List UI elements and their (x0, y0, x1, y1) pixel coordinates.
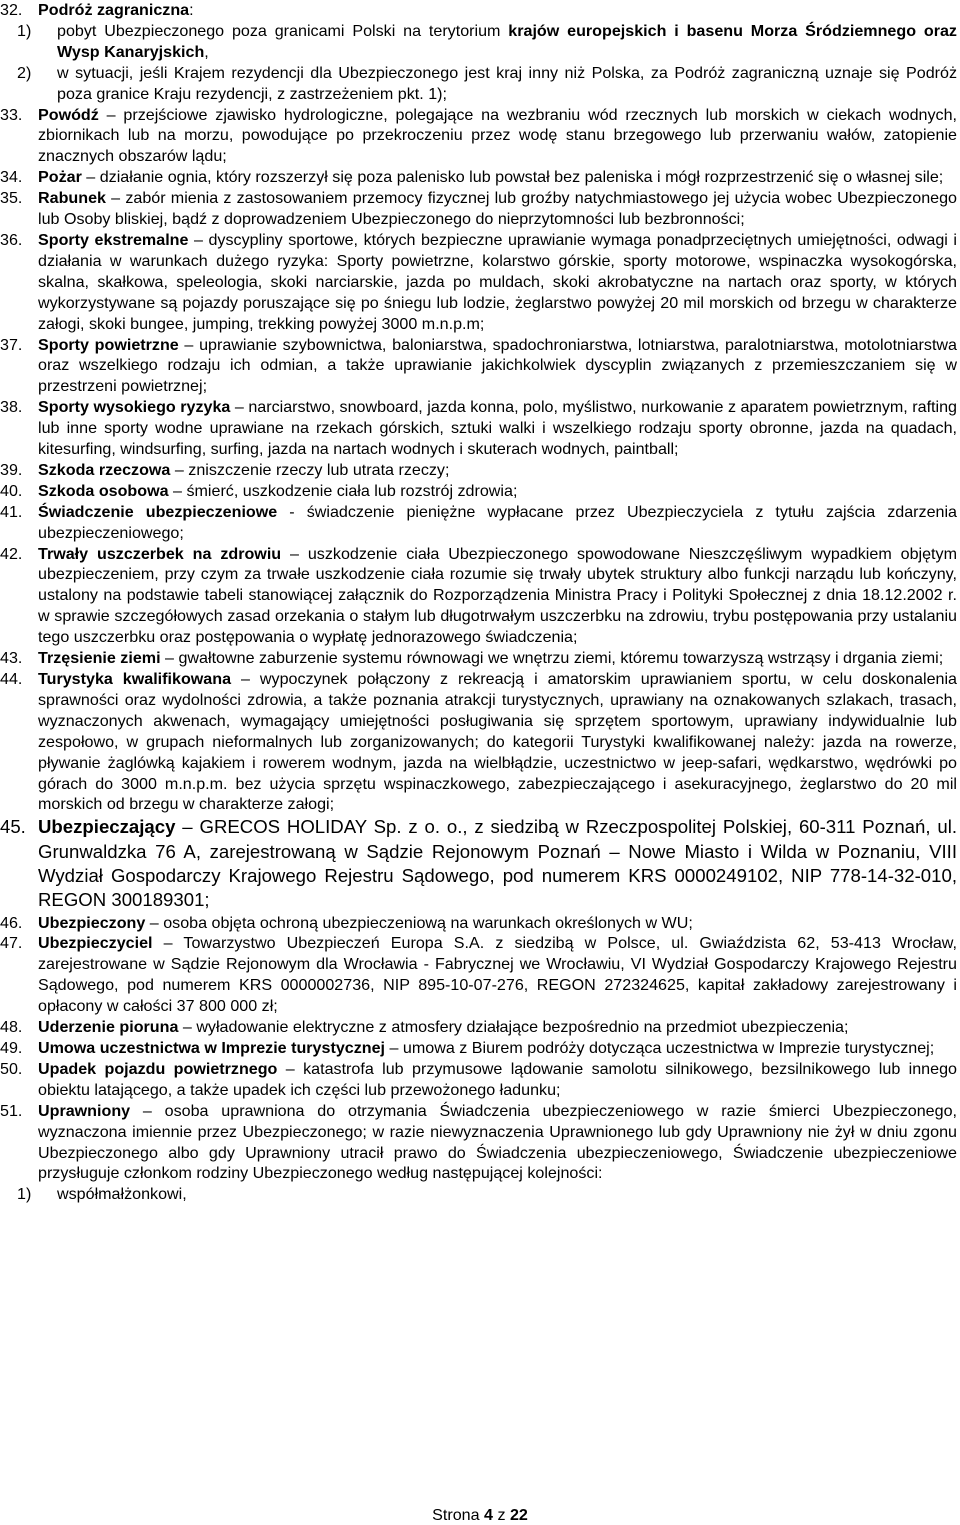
item-number: 50. (0, 1059, 23, 1078)
item-number: 37. (0, 335, 23, 354)
item-body (38, 105, 957, 168)
item-body (38, 167, 957, 188)
page-footer (0, 1505, 960, 1525)
item-number: 34. (0, 168, 23, 187)
definition-item (0, 1017, 957, 1038)
item-body (38, 669, 957, 815)
footer-page-number: 4 (484, 1506, 493, 1524)
footer-prefix: Strona (432, 1506, 485, 1524)
item-body (38, 1059, 957, 1101)
definition-item (0, 1038, 957, 1059)
sub-item (0, 63, 957, 105)
term-separator: – (81, 168, 100, 187)
definition-item (0, 933, 957, 1017)
definition-text: gwałtowne zaburzenie systemu równowagi we wnętrzu ziemi, któremu towarzyszą wstrząsy i drgania ziemi; (178, 649, 944, 668)
item-body (38, 335, 957, 398)
term-separator: – (385, 1038, 403, 1057)
defined-term: Uprawniony (38, 1101, 131, 1120)
definition-text: uprawianie szybownictwa, baloniarstwa, spadochroniarstwa, lotniarstwa, paralotniarstwa, motolotniarstwa oraz wszelkiego rodzaju ich odmian, a także uprawianie jakichkolwiek dyscyplin związanych z przemieszczaniem się w przestrzeni powietrznej; (38, 335, 957, 396)
sub-item-text: współmałżonkowi, (57, 1185, 187, 1204)
item-body (38, 815, 957, 912)
defined-term: Upadek pojazdu powietrznego (38, 1059, 278, 1078)
term-separator: – (145, 913, 164, 932)
definition-item (0, 0, 957, 105)
definition-item (0, 502, 957, 544)
term-separator: – (175, 816, 200, 838)
definition-text: osoba uprawniona do otrzymania Świadczenia ubezpieczeniowego w razie śmierci Ubezpieczonego, wyznaczona imiennie przez Ubezpieczonego; w razie niewyznaczenia Uprawnionego lub gdy Uprawniony nie żył w dniu zgonu Ubezpieczonego albo gdy Uprawniony utracił prawo do Świadczenia ubezpieczeniowego, Świadczenie ubezpieczeniowe przysługuje członkom rodziny Ubezpieczonego według następującej kolejności: (38, 1101, 958, 1183)
term-separator: – (178, 335, 200, 354)
term-separator: – (281, 544, 308, 563)
term-separator: – (98, 105, 124, 124)
definition-text: uszkodzenie ciała Ubezpieczonego spowodowane Nieszczęśliwym wypadkiem objętym ubezpieczeniem, przy czym za trwałe uszkodzenie ciała rozumie się trwały ubytek struktury albo funkcji narządu lub kończyny, ustalony na podstawie tabeli stanowiącej załącznik do Rozporządzenia Ministra Pracy i Polityki Społecznej z dnia 18.12.2002 r. w sprawie szczegółowych zasad orzekania o stałym lub długotrwałym uszczerbku na zdrowiu, trybu postępowania przy ustalaniu tego uszczerbku oraz postępowania o wypłatę jednorazowego świadczenia; (38, 544, 957, 647)
defined-term: Trwały uszczerbek na zdrowiu (38, 544, 282, 563)
item-number: 38. (0, 398, 23, 417)
definition-text: umowa z Biurem podróży dotycząca uczestnictwa w Imprezie turystycznej; (402, 1038, 935, 1057)
definition-item (0, 460, 957, 481)
sub-item (0, 1184, 957, 1205)
item-body (38, 1101, 957, 1185)
definition-text: świadczenie pieniężne wypłacane przez Ubezpieczyciela z tytułu zajścia zdarzenia ubezpieczeniowego; (38, 502, 957, 542)
item-number: 44. (0, 670, 23, 688)
term-separator: - (277, 502, 307, 521)
item-body (38, 1017, 957, 1038)
item-body (38, 460, 957, 481)
sub-item-number: 1) (17, 1185, 32, 1204)
item-number: 32. (0, 1, 23, 19)
definition-text: działanie ognia, który rozszerzył się poza palenisko lub powstał bez paleniska i mógł rozprzestrzenić się o własnej sile; (99, 168, 944, 187)
definition-item (0, 481, 957, 502)
item-body (38, 544, 957, 649)
definition-text: osoba objęta ochroną ubezpieczeniową na warunkach określonych w WU; (163, 913, 693, 932)
sub-item-text: pobyt Ubezpieczonego poza granicami Polski na terytorium (57, 21, 509, 40)
item-body (38, 188, 957, 230)
sub-item-number: 2) (17, 63, 32, 82)
definition-item (0, 397, 957, 460)
definition-text: dyscypliny sportowe, których bezpieczne uprawianie wymaga ponadprzeciętnych umiejętności, odwagi i działania w warunkach dużego ryzyka: Sporty powietrzne, kolarstwo górskie, sporty motorowe, wspinaczka wysokogórska, skalna, skałkowa, speleologia, skoki narciarskie, jazda po muldach, skoki akrobatyczne na nartach oraz sporty, w których wykorzystywane są pojazdy poruszające się po śniegu lub lodzie, żeglarstwo powyżej 20 mil morskich od brzegu w charakterze załogi, skoki bungee, jumping, trekking powyżej 3000 m.n.p.m; (38, 230, 957, 333)
defined-term: Szkoda rzeczowa (38, 460, 171, 479)
definition-item (0, 335, 957, 398)
definition-text: wypoczynek połączony z rekreacją i amatorskim uprawianiem sportu, w celu doskonalenia sprawności oraz wydolności zdrowia, a także poznania atrakcji turystycznych, uprawiany na oznakowanych szlakach, trasach, wyznaczonych akwenach, wymagający umiejętności posługiwania się sprzętem sportowym, uprawiany indywidualnie lub zespołowo, w grupach nieformalnych lub zorganizowanych; do kategorii Turystyki kwalifikowanej należy: jazda na rowerze, pływanie żaglówką kajakiem i rowerem wodnym, jazda na wielbłądzie, uczestnictwo w jeep-safari, wędkarstwo, wędrówki po górach do 3000 m.n.p.m. bez użycia sprzętu wspinaczkowego, zabezpieczającego i asekuracyjnego, żeglarstwo do 20 mil morskich od brzegu w charakterze załogi; (38, 670, 957, 814)
term-separator: – (277, 1059, 304, 1078)
definition-text: katastrofa lub przymusowe lądowanie samolotu silnikowego, bezsilnikowego lub innego obiektu latającego, a także upadek ich części lub przewożonego ładunku; (38, 1059, 957, 1099)
sub-item-text-end: , (204, 42, 209, 61)
item-body (38, 933, 957, 1017)
defined-term: Sporty ekstremalne (38, 230, 189, 249)
defined-term: Szkoda osobowa (38, 481, 169, 500)
term-separator: – (130, 1101, 165, 1120)
item-number: 43. (0, 649, 23, 668)
footer-total-pages: 22 (509, 1506, 528, 1524)
item-body (38, 0, 957, 21)
term-separator: – (160, 649, 179, 668)
term-separator: – (170, 460, 189, 479)
term-separator: – (178, 1018, 197, 1037)
item-number: 40. (0, 481, 23, 500)
definition-item (0, 105, 957, 168)
defined-term: Ubezpieczony (38, 913, 146, 932)
definition-text: zabór mienia z zastosowaniem przemocy fizycznej lub groźby natychmiastowego jej użycia wobec Ubezpieczonego lub Osoby bliskiej, bądź z doprowadzeniem Ubezpieczonego do nieprzytomności lub bezbronności; (38, 189, 957, 229)
item-body (38, 1038, 957, 1059)
item-number: 33. (0, 105, 23, 124)
item-body (38, 913, 957, 934)
defined-term: Pożar (38, 168, 82, 187)
item-number: 48. (0, 1018, 23, 1037)
definition-text: śmierć, uszkodzenie ciała lub rozstrój zdrowia; (186, 481, 518, 500)
definition-text: GRECOS HOLIDAY Sp. z o. o., z siedzibą w Rzeczpospolitej Polskiej, 60-311 Poznań, ul. Grunwaldzka 76 A, zarejestrowaną w Sądzie Rejonowym Poznań – Nowe Miasto i Wilda w Poznaniu, VIII Wydział Gospodarczy Krajowego Rejestru Sądowego, pod numerem KRS 0000249102, NIP 778-14-32-010, REGON 300189301; (38, 816, 957, 911)
defined-term: Uderzenie pioruna (38, 1018, 179, 1037)
item-number: 45. (0, 816, 26, 838)
sub-item-text: w sytuacji, jeśli Krajem rezydencji dla Ubezpieczonego jest kraj inny niż Polska, za Podróż zagraniczną uznaje się Podróż poza granice Kraju rezydencji, z zastrzeżeniem pkt. 1); (57, 63, 957, 103)
definition-item (0, 167, 957, 188)
defined-term: Sporty wysokiego ryzyka (38, 398, 231, 417)
item-body (38, 481, 957, 502)
definition-text: : (189, 1, 194, 19)
sub-item-number: 1) (17, 21, 32, 40)
definition-item (0, 188, 957, 230)
definition-item (0, 648, 957, 669)
definition-text: wyładowanie elektryczne z atmosfery działające bezpośrednio na przedmiot ubezpieczenia; (196, 1018, 849, 1037)
defined-term: Turystyka kwalifikowana (38, 670, 232, 688)
item-number: 49. (0, 1038, 23, 1057)
term-separator: – (230, 398, 249, 417)
defined-term: Rabunek (38, 189, 106, 208)
definition-item (0, 815, 957, 912)
item-number: 36. (0, 230, 23, 249)
item-number: 41. (0, 502, 23, 521)
term-separator: – (105, 189, 126, 208)
item-number: 42. (0, 544, 23, 563)
item-number: 35. (0, 189, 23, 208)
definition-item (0, 544, 957, 649)
sub-item (0, 21, 957, 63)
definition-text: Towarzystwo Ubezpieczeń Europa S.A. z siedzibą w Polsce, ul. Gwiaździsta 62, 53-413 Wrocław, zarejestrowane w Sądzie Rejonowym dla Wrocławia - Fabrycznej we Wrocławiu, VI Wydział Gospodarczy Krajowego Rejestru Sądowego, pod numerem KRS 0000002736, NIP 895-10-07-276, REGON 272324625, kapitał zakładowy zarejestrowany i opłacony w całości 37 800 000 zł; (38, 934, 957, 1016)
sub-item-bold-text: krajów europejskich i basenu Morza Śródziemnego oraz Wysp Kanaryjskich (57, 21, 957, 61)
definition-item (0, 230, 957, 335)
item-body (38, 502, 957, 544)
definition-text: przejściowe zjawisko hydrologiczne, polegające na wezbraniu wód rzecznych lub morskich w ciekach wodnych, zbiornikach lub na morzu, powodujące po przekroczeniu przez wodę stanu brzegowego lub przerwaniu wałów, zatopienie znacznych obszarów lądu; (38, 105, 957, 166)
definition-text: zniszczenie rzeczy lub utrata rzeczy; (188, 460, 450, 479)
term-separator: – (231, 670, 260, 688)
defined-term: Świadczenie ubezpieczeniowe (38, 502, 278, 521)
defined-term: Podróż zagraniczna (38, 1, 190, 19)
item-number: 47. (0, 934, 23, 953)
defined-term: Powódź (38, 105, 99, 124)
definition-item (0, 669, 957, 815)
definition-text: narciarstwo, snowboard, jazda konna, polo, myślistwo, nurkowanie z aparatem powietrznym, rafting lub inne sporty wodne uprawiane na rzekach górskich, sztuki walki i wszelkiego rodzaju sporty obronne, jazda na quadach, kitesurfing, windsurfing, surfing, jazda na nartach wodnych i skuterach wodnych, paintball; (38, 398, 957, 459)
defined-term: Ubezpieczyciel (38, 934, 153, 953)
term-separator: – (168, 481, 187, 500)
defined-term: Sporty powietrzne (38, 335, 179, 354)
item-body (38, 648, 957, 669)
definition-item (0, 913, 957, 934)
item-number: 51. (0, 1101, 23, 1120)
item-number: 39. (0, 460, 23, 479)
footer-separator: z (492, 1506, 510, 1524)
defined-term: Trzęsienie ziemi (38, 649, 161, 668)
definition-item (0, 1101, 957, 1206)
defined-term: Ubezpieczający (38, 816, 176, 838)
item-body (38, 230, 957, 335)
item-body (38, 397, 957, 460)
definition-item (0, 1059, 957, 1101)
term-separator: – (152, 934, 184, 953)
item-number: 46. (0, 913, 23, 932)
defined-term: Umowa uczestnictwa w Imprezie turystycznej (38, 1038, 386, 1057)
term-separator: – (188, 230, 209, 249)
